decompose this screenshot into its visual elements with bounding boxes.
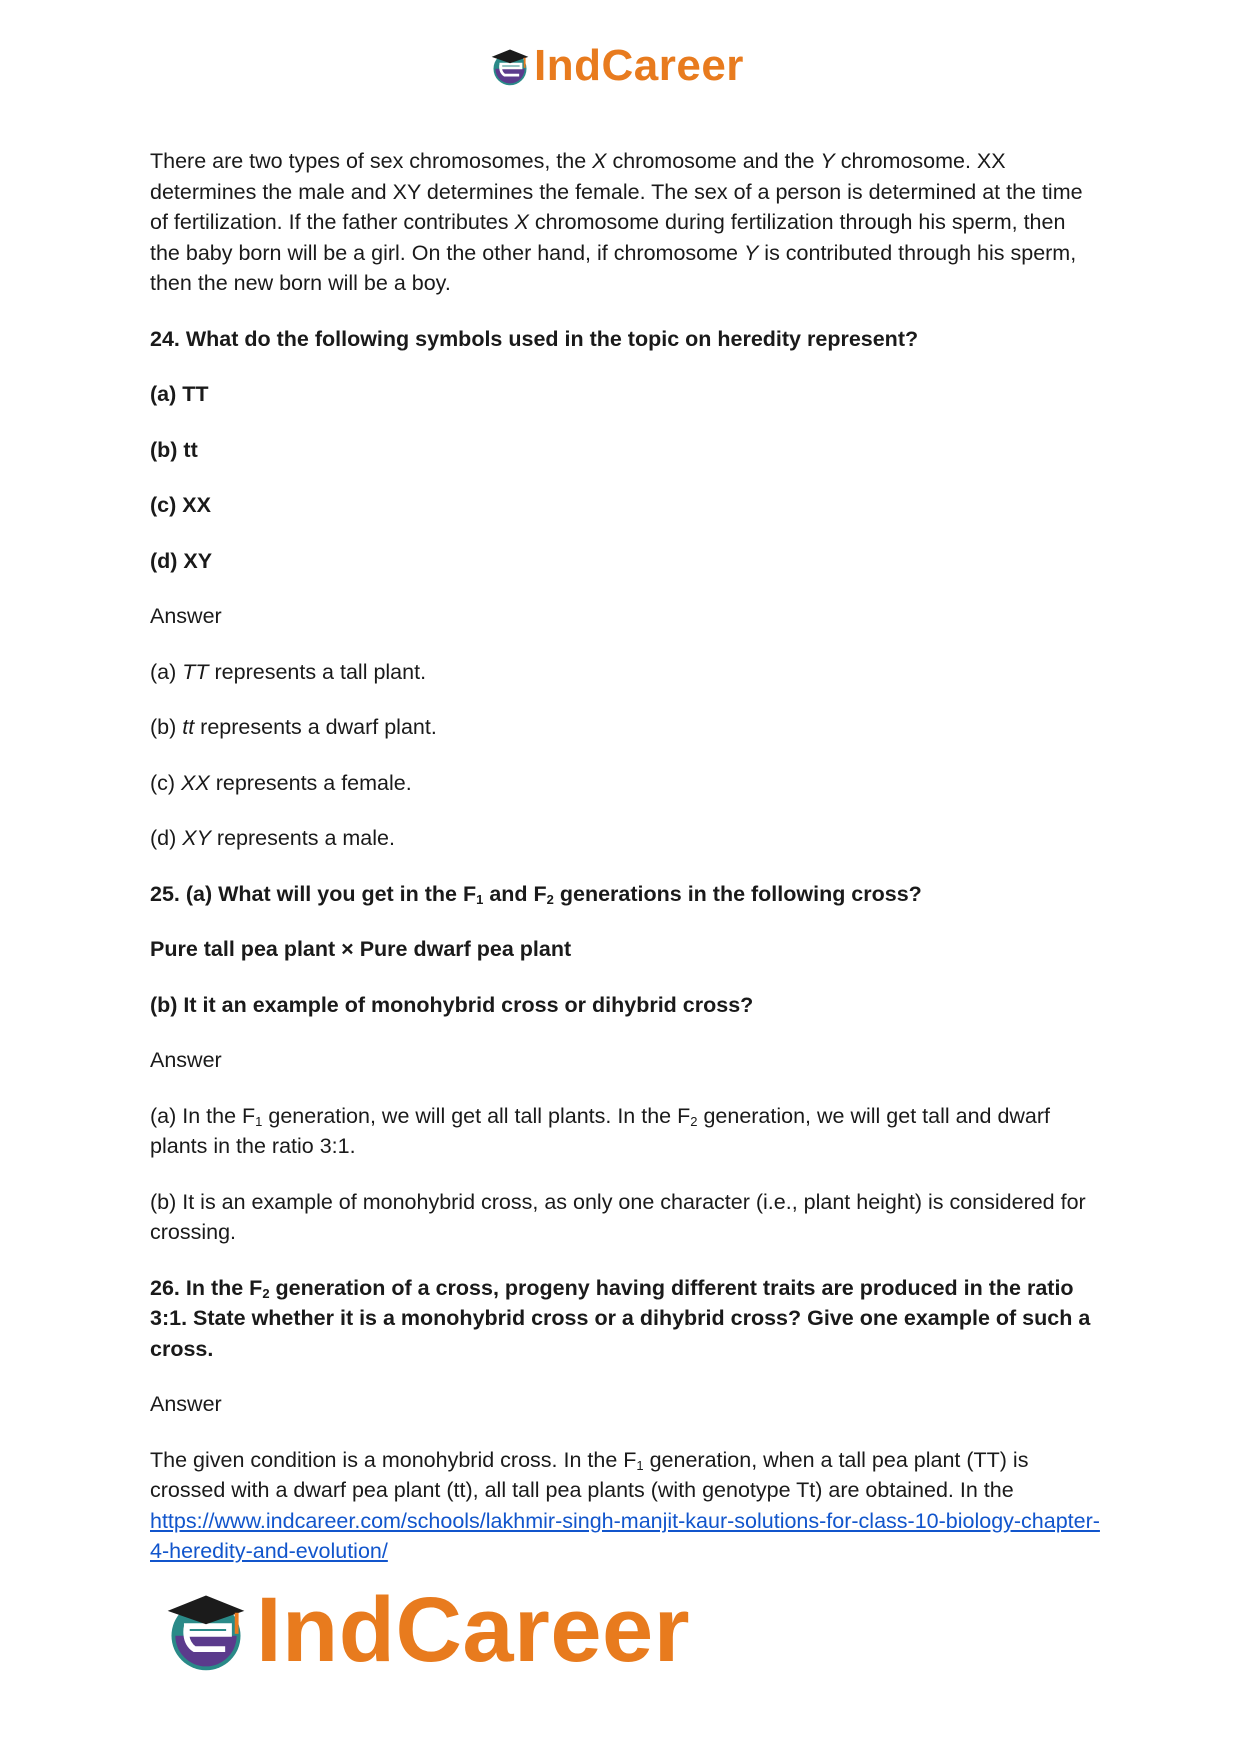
question-text: 25. (a) What will you get in the F: [150, 881, 477, 906]
subscript: 2: [690, 1113, 698, 1129]
answer-item: [150, 768, 1100, 799]
question-option: (a) TT: [150, 382, 209, 406]
answer-text: represents a male.: [210, 826, 395, 850]
logo-text: IndCareer: [256, 1578, 690, 1681]
question-text: and F: [483, 881, 547, 906]
intro-text: chromosome and the: [606, 149, 821, 173]
answer-text: The given condition is a monohybrid cross. In the F: [150, 1447, 637, 1472]
cross-statement: Pure tall pea plant × Pure dwarf pea plant: [150, 937, 572, 961]
answer-item: [150, 823, 1100, 854]
question-option: (b) tt: [150, 437, 198, 462]
answer-text: generation, we will get tall and dwarf plants in the ratio 3:1.: [150, 1103, 1051, 1158]
question-option: (c) XX: [150, 493, 211, 517]
graduation-cap-globe-icon: [160, 1584, 252, 1676]
answer-prefix: (a): [150, 659, 183, 684]
intro-text: is contributed through his sperm, then the new born will be a boy.: [150, 240, 1077, 295]
symbol-y: Y: [743, 240, 759, 265]
question-26: [150, 1273, 1100, 1365]
subscript: 1: [636, 1457, 644, 1473]
answer-text: represents a tall plant.: [208, 659, 427, 684]
answer-prefix: (c): [150, 770, 182, 795]
intro-paragraph: [150, 146, 1100, 299]
answer-item: [150, 712, 1100, 743]
answer-label: Answer: [150, 1392, 222, 1416]
answer-label: Answer: [150, 1048, 222, 1072]
source-link[interactable]: https://www.indcareer.com/schools/lakhmir-singh-manjit-kaur-solutions-for-class-10-biology-chapter-4-heredity-and-evolution/: [150, 1508, 1100, 1563]
symbol-x: X: [592, 149, 607, 173]
answer-text: (a) In the F: [150, 1103, 256, 1128]
answer-symbol: tt: [182, 715, 195, 739]
answer-prefix: (d): [150, 826, 183, 850]
logo-text: IndCareer: [534, 41, 744, 90]
intro-text: chromosome. XX determines the male and XY determines the female. The sex of a person is determined at the time of fertilization. If the father contributes: [150, 149, 1083, 234]
answer-text: generation, when a tall pea plant (TT) is crossed with a dwarf pea plant (tt), all tall pea plants (with genotype Tt) are obtained. In the: [150, 1447, 1029, 1502]
answer-text: represents a female.: [209, 770, 412, 795]
symbol-y: Y: [820, 149, 835, 173]
question-text: generations in the following cross?: [553, 881, 922, 906]
answer-symbol: TT: [182, 659, 209, 684]
answer-symbol: XX: [181, 770, 210, 795]
answer-25a: [150, 1101, 1100, 1162]
question-24: 24. What do the following symbols used in the topic on heredity represent?: [150, 326, 919, 351]
page-content: [150, 146, 1100, 1567]
answer-label: Answer: [150, 604, 222, 628]
answer-symbol: XY: [182, 826, 211, 850]
header-logo[interactable]: [488, 42, 744, 90]
answer-25b: (b) It is an example of monohybrid cross, as only one character (i.e., plant height) is considered for crossing.: [150, 1189, 1086, 1244]
subscript: 1: [255, 1113, 263, 1129]
answer-26: [150, 1445, 1100, 1567]
question-25b: (b) It it an example of monohybrid cross or dihybrid cross?: [150, 992, 754, 1017]
question-text: 26. In the F: [150, 1275, 263, 1300]
answer-text: generation, we will get all tall plants. In the F: [262, 1103, 691, 1128]
question-25a: [150, 879, 1100, 910]
intro-text: There are two types of sex chromosomes, the: [150, 149, 593, 173]
symbol-x: X: [514, 210, 529, 234]
answer-item: [150, 657, 1100, 688]
graduation-cap-globe-icon: [488, 44, 532, 88]
footer-logo[interactable]: [160, 1580, 690, 1680]
subscript: 1: [476, 891, 484, 907]
question-option: (d) XY: [150, 548, 213, 573]
subscript: 2: [546, 891, 554, 907]
intro-text: chromosome during fertilization through his sperm, then the baby born will be a girl. On the other hand, if chromosome: [150, 210, 1066, 265]
question-text: generation of a cross, progeny having different traits are produced in the ratio 3:1. State whether it is a monohybrid cross or a dihybrid cross? Give one example of such a cross.: [150, 1275, 1091, 1361]
answer-text: represents a dwarf plant.: [194, 715, 437, 739]
subscript: 2: [262, 1285, 270, 1301]
answer-prefix: (b): [150, 715, 183, 739]
